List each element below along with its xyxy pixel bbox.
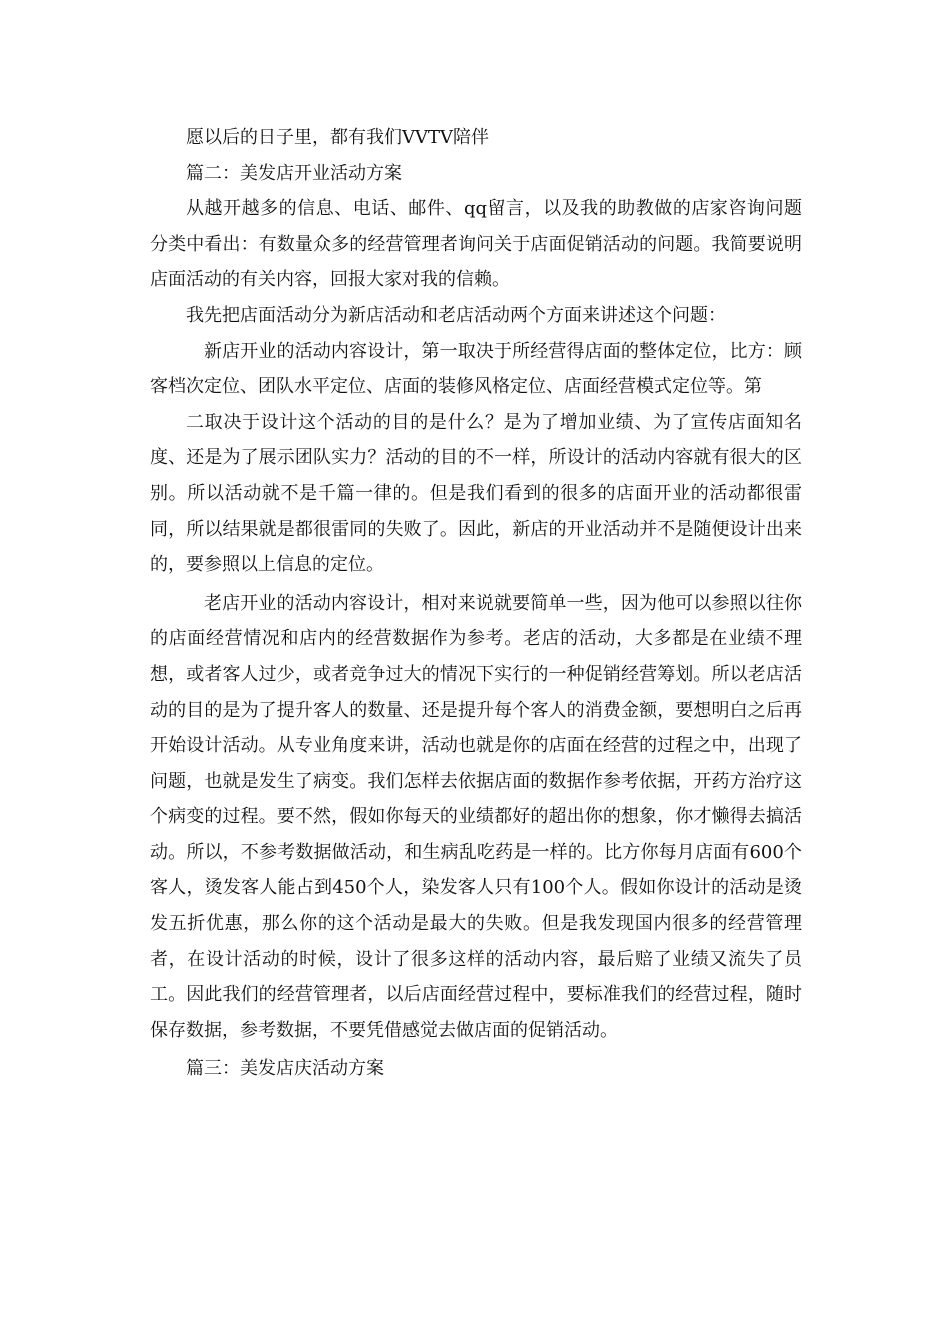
paragraph-old-store: 老店开业的活动内容设计，相对来说就要简单一些，因为他可以参照以往你的店面经营情况和店内的经营数据作为参考。老店的活动，大多都是在业绩不理想，或者客人过少，或者竞争过大的情况下实行的一种促销经营筹划。所以老店活动的目的是为了提升客人的数量、还是提升每个客人的消费金额，要想明白之后再开始设计活动。从专业角度来讲，活动也就是你的店面在经营的过程之中，出现了问题，也就是发生了病变。我们怎样去依据店面的数据作参考依据，开药方治疗这个病变的过程。要不然，假如你每天的业绩都好的超出你的想象，你才懒得去搞活动。所以，不参考数据做活动，和生病乱吃药是一样的。比方你每月店面有600个客人，烫发客人能占到450个人，染发客人只有100个人。假如你设计的活动是烫发五折优惠，那么你的这个活动是最大的失败。但是我发现国内很多的经营管理者，在设计活动的时候，设计了很多这样的活动内容，最后赔了业绩又流失了员工。因此我们的经营管理者，以后店面经营过程中，要标准我们的经营过程，随时保存数据，参考数据，不要凭借感觉去做店面的促销活动。 (150, 592, 802, 1041)
section-heading-part-two: 篇二：美发店开业活动方案 (186, 162, 402, 184)
paragraph-topic-split: 我先把店面活动分为新店活动和老店活动两个方面来讲述这个问题： (186, 304, 726, 326)
paragraph-intro: 从越开越多的信息、电话、邮件、qq留言，以及我的助教做的店家咨询问题分类中看出：有数量众多的经营管理者询问关于店面促销活动的问题。我简要说明店面活动的有关内容，回报大家对我的信赖。 (150, 198, 802, 291)
section-heading-part-three: 篇三：美发店庆活动方案 (186, 1058, 384, 1080)
document-body (150, 120, 802, 1087)
paragraph-new-store: 新店开业的活动内容设计，第一取决于所经营得店面的整体定位，比方：顾客档次定位、团队水平定位、店面的装修风格定位、店面经营模式定位等。第 (150, 340, 802, 398)
paragraph-new-store-purpose: 二取决于设计这个活动的目的是什么？是为了增加业绩、为了宣传店面知名度、还是为了展示团队实力？活动的目的不一样，所设计的活动内容就有很大的区别。所以活动就不是千篇一律的。但是我们看到的很多的店面开业的活动都很雷同，所以结果就是都很雷同的失败了。因此，新店的开业活动并不是随便设计出来的，要参照以上信息的定位。 (150, 411, 802, 576)
paragraph-closing-line: 愿以后的日子里，都有我们VVTV陪伴 (186, 127, 490, 148)
